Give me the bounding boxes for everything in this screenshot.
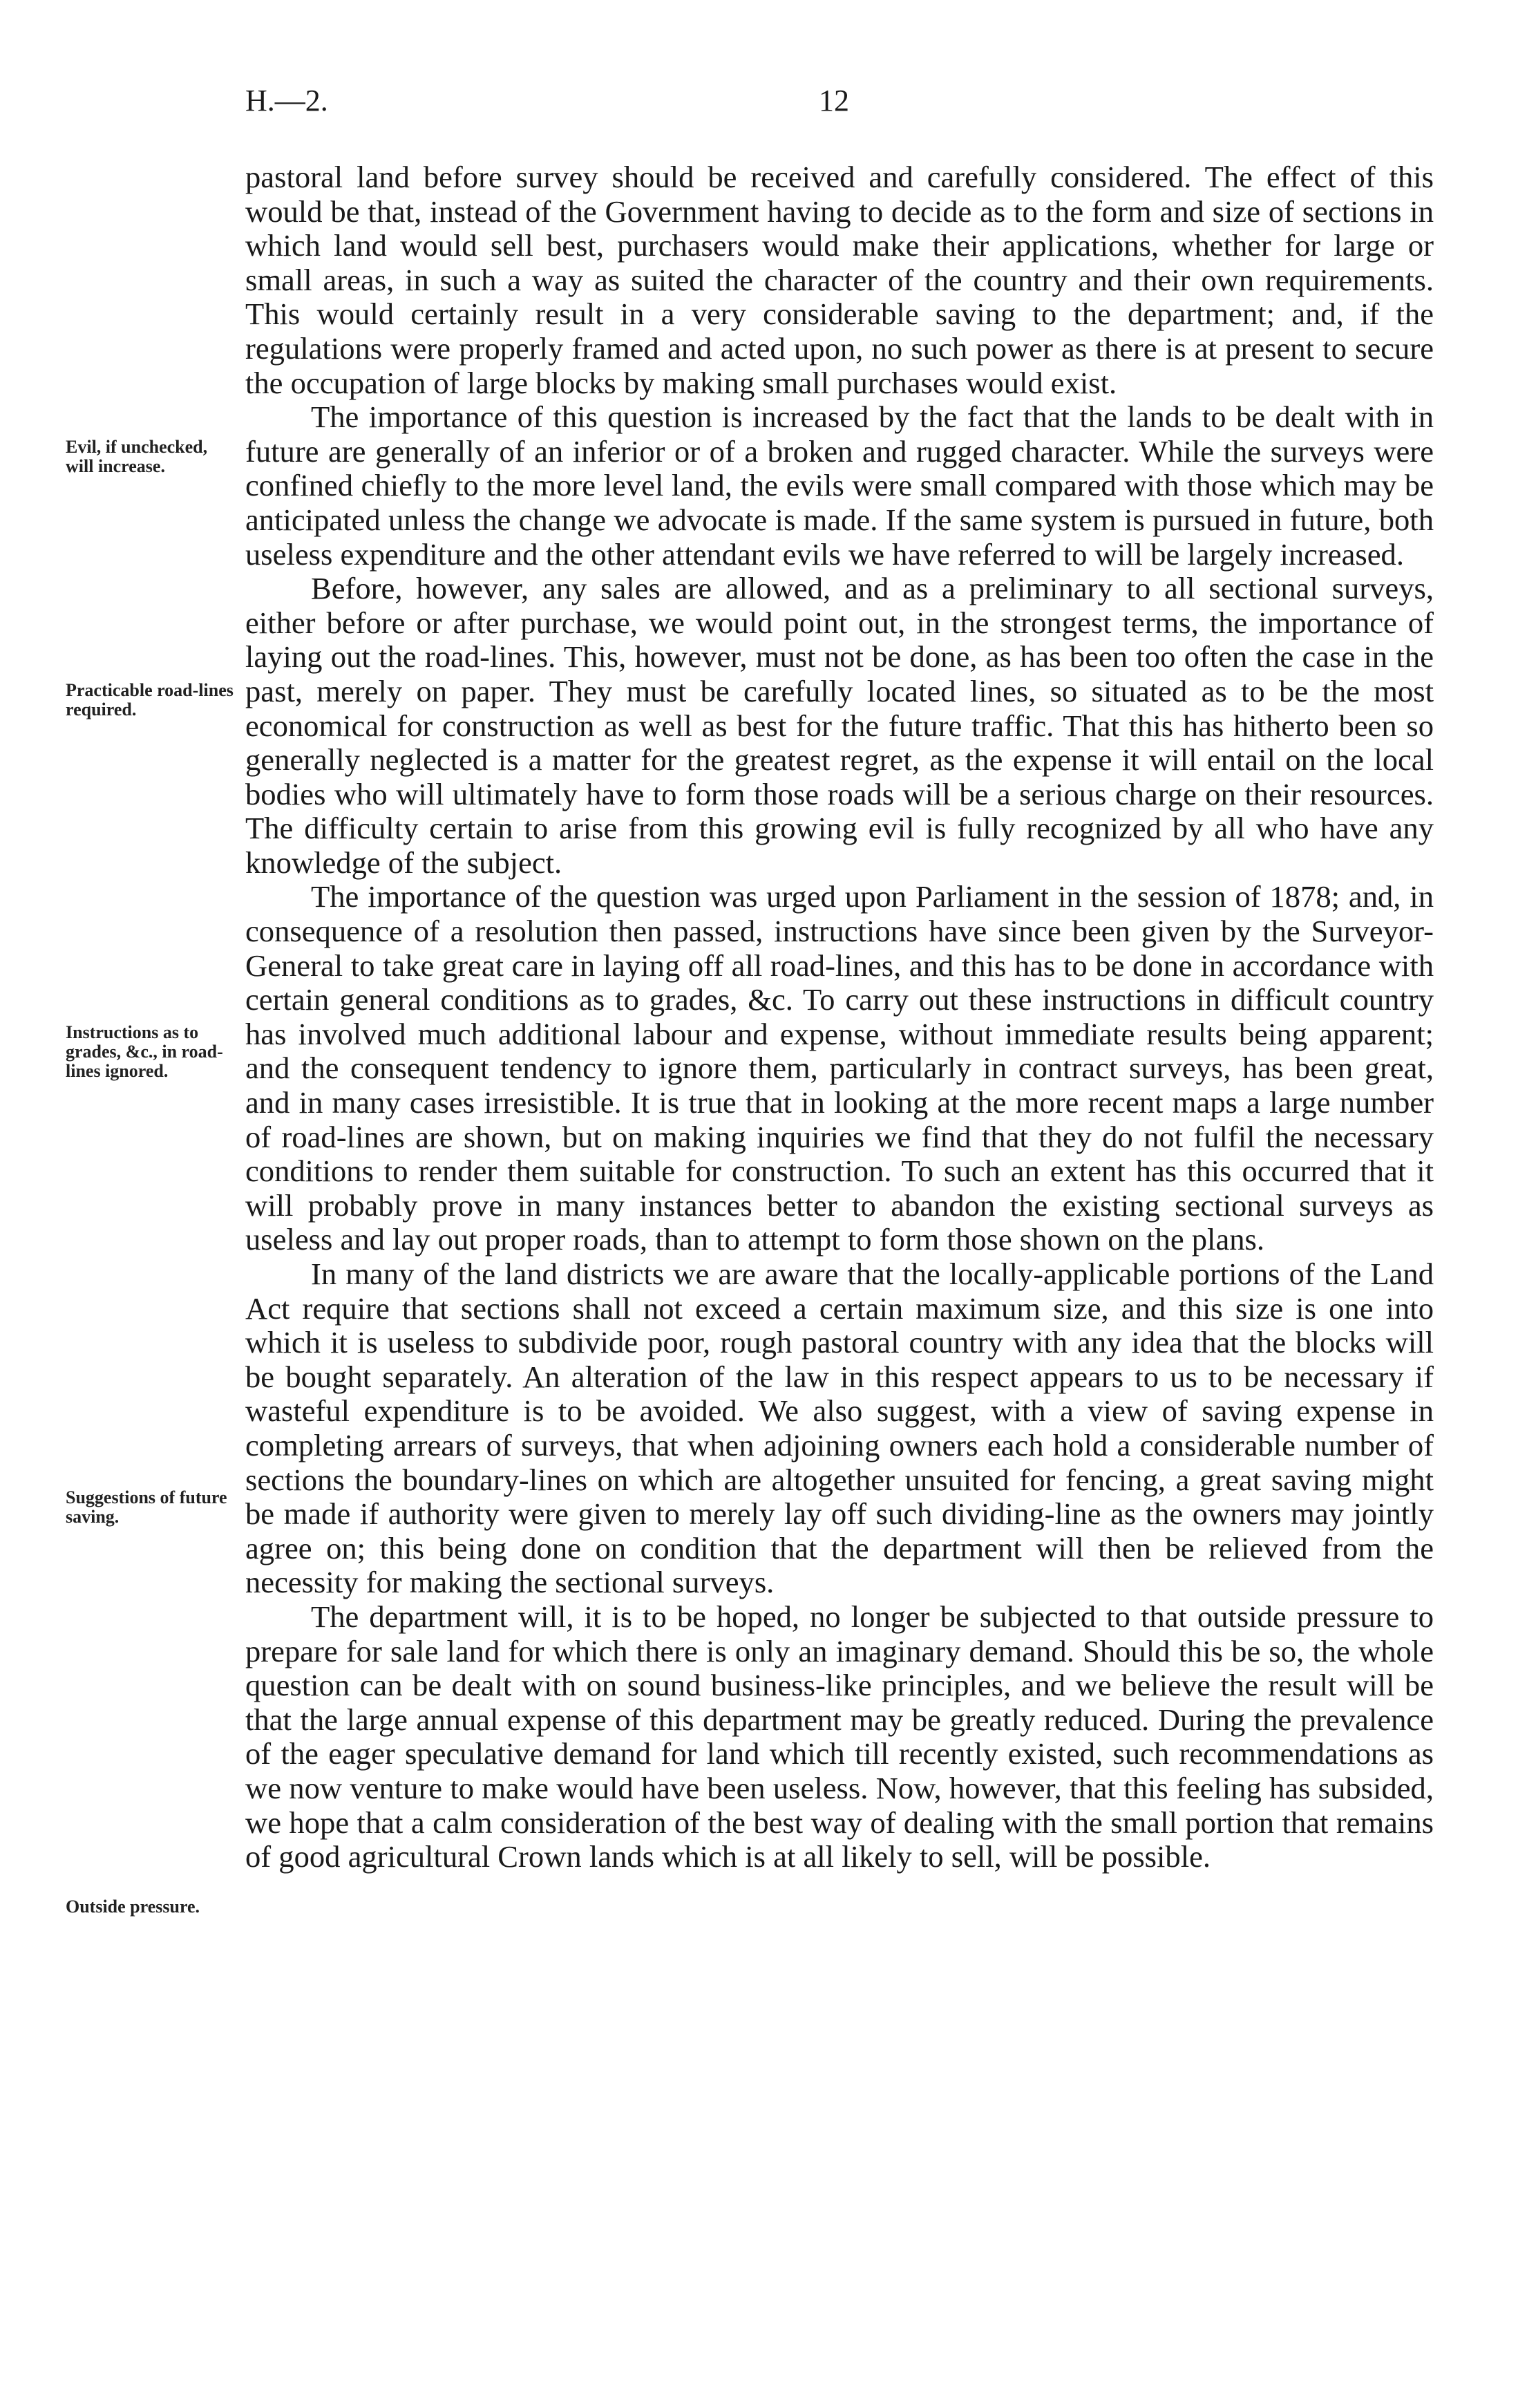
- page-number: 12: [819, 84, 849, 117]
- margin-note-outside-pressure: Outside pressure.: [66, 1897, 200, 1917]
- page-header: [245, 83, 1420, 131]
- body-text: [245, 160, 1434, 1874]
- paragraph: In many of the land districts we are aware that the locally-applicable portions of the Land Act require that sections shall not exceed a certain maximum size, and this size is one into which it is useless to subdivide poor, rough pastoral country with any idea that the blocks will be bought separately. An alteration of the law in this respect appears to us to be necessary if wasteful expenditure is to be avoided. We also suggest, with a view of saving expense in completing arrears of surveys, that when adjoining owners each hold a considerable number of sections the boundary-lines on which are altogether unsuited for fencing, a great saving might be made if authority were given to merely lay off such dividing-line as the owners may jointly agree on; this being done on condition that the department will then be relieved from the necessity for making the sectional surveys.: [245, 1257, 1434, 1600]
- margin-note-suggestions: Suggestions of future saving.: [66, 1487, 227, 1527]
- paragraph: pastoral land before survey should be received and carefully considered. The effect of this would be that, instead of the Government having to decide as to the form and size of sections in which land would sell best, purchasers would make their applications, whether for large or small areas, in such a way as suited the character of the country and their own requirements. This would certainly result in a very considerable saving to the department; and, if the regulations were properly framed and acted upon, no such power as there is at present to secure the occupation of large blocks by making small purchases would exist.: [245, 160, 1434, 400]
- paragraph: The importance of the question was urged upon Parliament in the session of 1878; and, in consequence of a resolution then passed, instructions have since been given by the Surveyor-General to take great care in laying off all road-lines, and this has to be done in accordance with certain general conditions as to grades, &c. To carry out these instructions in difficult country has involved much additional labour and expense, without immediate results being apparent; and the consequent tendency to ignore them, particularly in contract surveys, has been great, and in many cases irresistible. It is true that in looking at the more recent maps a large number of road-lines are shown, but on making inquiries we find that they do not fulfil the necessary conditions to render them suitable for construction. To such an extent has this occurred that it will probably prove in many instances better to abandon the existing sectional surveys as useless and lay out proper roads, than to attempt to form those shown on the plans.: [245, 879, 1434, 1257]
- margin-note-instructions: Instructions as to grades, &c., in road-lines ignored.: [66, 1022, 223, 1081]
- document-reference: H.—2.: [245, 84, 328, 117]
- margin-note-road-lines: Practicable road-lines required.: [66, 680, 234, 719]
- paragraph: The importance of this question is increased by the fact that the lands to be dealt with in future are generally of an inferior or of a broken and rugged character. While the surveys were confined chiefly to the more level land, the evils were small compared with those which may be anticipated unless the change we advocate is made. If the same system is pursued in future, both useless expenditure and the other attendant evils we have referred to will be largely increased.: [245, 399, 1434, 572]
- paragraph: Before, however, any sales are allowed, and as a preliminary to all sectional surveys, either before or after purchase, we would point out, in the strongest terms, the importance of laying out the road-lines. This, however, must not be done, as has been too often the case in the past, merely on paper. They must be carefully located lines, so situated as to be the most economical for construction as well as best for the future traffic. That this has hitherto been so generally neglected is a matter for the greatest regret, as the expense it will entail on the local bodies who will ultimately have to form those roads will be a serious charge on their resources. The difficulty certain to arise from this growing evil is fully recognized by all who have any knowledge of the subject.: [245, 571, 1434, 880]
- margin-note-evil: Evil, if unchecked, will increase.: [66, 437, 208, 476]
- paragraph: The department will, it is to be hoped, no longer be subjected to that outside pressure to prepare for sale land for which there is only an imaginary demand. Should this be so, the whole question can be dealt with on sound business-like principles, and we believe the result will be that the large annual expense of this department may be greatly reduced. During the prevalence of the eager speculative demand for land which till recently existed, such recommendations as we now venture to make would have been useless. Now, however, that this feeling has subsided, we hope that a calm consideration of the best way of dealing with the small portion that remains of good agricultural Crown lands which is at all likely to sell, will be possible.: [245, 1599, 1434, 1874]
